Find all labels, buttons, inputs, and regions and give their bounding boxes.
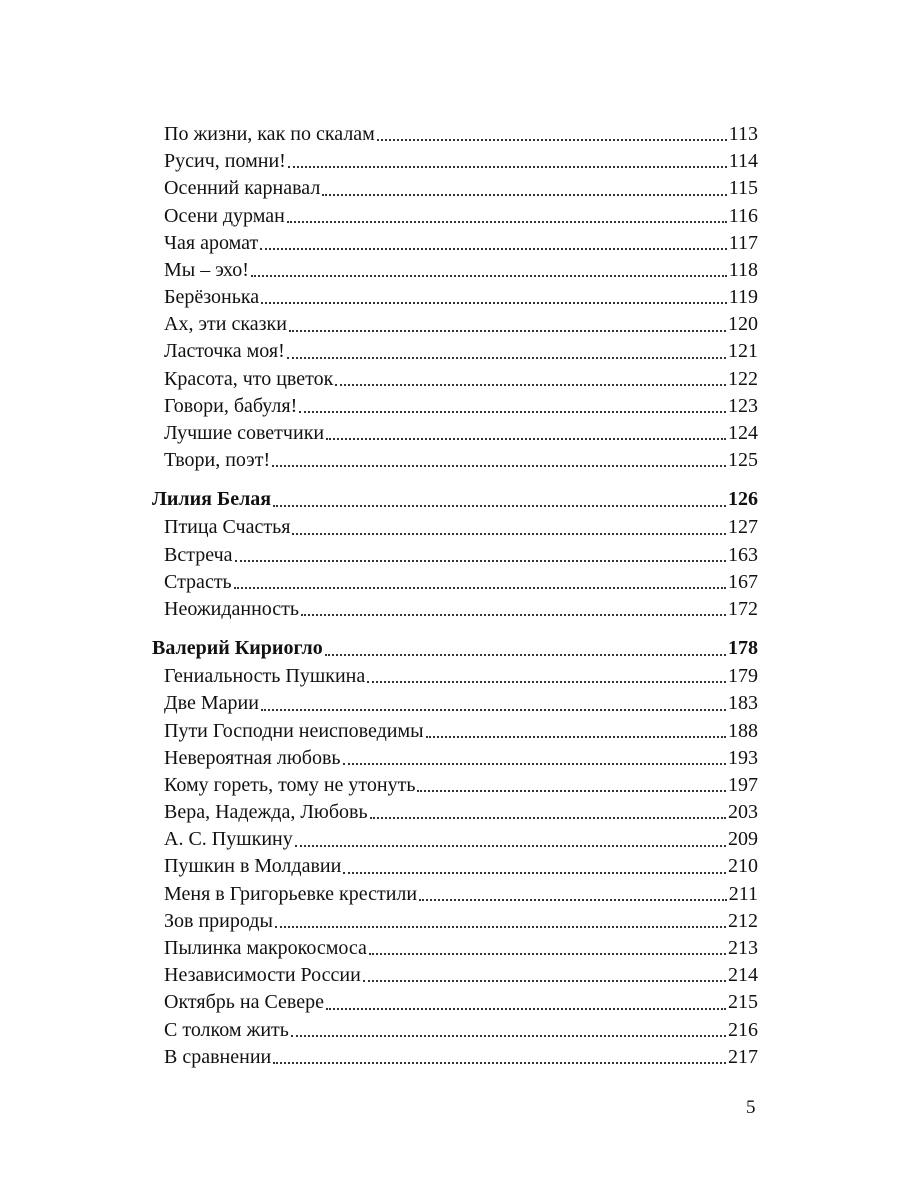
dot-leader — [273, 1062, 726, 1064]
entry-list — [0, 514, 900, 623]
dot-leader — [261, 709, 726, 711]
toc-entry[interactable] — [0, 311, 758, 338]
entry-page-number: 119 — [728, 286, 758, 309]
entry-page-number: 115 — [728, 177, 758, 200]
toc-entry[interactable] — [0, 854, 758, 881]
entry-page-number: 127 — [728, 516, 758, 539]
dot-leader — [326, 438, 726, 440]
dot-leader — [234, 587, 726, 589]
toc-entry[interactable] — [0, 514, 758, 541]
entry-page-number: 212 — [728, 909, 758, 932]
entry-title: Страсть — [164, 570, 232, 593]
entry-title: Гениальность Пушкина — [164, 665, 366, 688]
dot-leader — [299, 411, 726, 413]
entry-title: Твори, поэт! — [164, 449, 271, 472]
entry-page-number: 214 — [728, 964, 758, 987]
dot-leader — [322, 194, 726, 196]
dot-leader — [251, 275, 727, 277]
dot-leader — [287, 357, 726, 359]
footer-page-number: 5 — [746, 1097, 756, 1118]
entry-title: Осенний карнавал — [164, 177, 321, 200]
toc-entry[interactable] — [0, 175, 758, 202]
dot-leader — [363, 980, 726, 982]
dot-leader — [289, 330, 726, 332]
author-page-number: 126 — [728, 488, 758, 511]
dot-leader — [261, 302, 727, 304]
entry-title: Вера, Надежда, Любовь — [164, 801, 368, 824]
entry-title: Независимости России — [164, 964, 361, 987]
entry-title: Берёзонька — [164, 286, 260, 309]
dot-leader — [326, 1008, 726, 1010]
toc-entry[interactable] — [0, 393, 758, 420]
dot-leader — [367, 681, 726, 683]
dot-leader — [275, 926, 726, 928]
entry-page-number: 193 — [728, 746, 758, 769]
entry-title: Красота, что цветок — [164, 367, 334, 390]
entry-title: Неожиданность — [164, 597, 300, 620]
dot-leader — [260, 248, 727, 250]
entry-page-number: 215 — [728, 991, 758, 1014]
dot-leader — [343, 872, 726, 874]
entry-page-number: 122 — [728, 367, 758, 390]
entry-title: Пушкин в Молдавии — [164, 855, 342, 878]
entry-title: Пути Господни неисповедимы — [164, 719, 424, 742]
dot-leader — [273, 505, 726, 507]
entry-title: Ласточка моя! — [164, 340, 285, 363]
toc-entry[interactable] — [0, 908, 758, 935]
toc-entry[interactable] — [0, 799, 758, 826]
entry-title: Невероятная любовь — [164, 746, 341, 769]
entry-page-number: 123 — [728, 394, 758, 417]
toc-entry[interactable] — [0, 663, 758, 690]
entry-page-number: 114 — [728, 150, 758, 173]
entry-title: Лучшие советчики — [164, 422, 325, 445]
toc-entry[interactable] — [0, 447, 758, 474]
toc-entry[interactable] — [0, 962, 758, 989]
entry-page-number: 197 — [728, 773, 758, 796]
entry-page-number: 217 — [728, 1045, 758, 1068]
toc-entry[interactable] — [0, 1017, 758, 1044]
toc-entry[interactable] — [0, 366, 758, 393]
toc-entry[interactable] — [0, 420, 758, 447]
dot-leader — [325, 654, 726, 656]
toc-group-valeriy-kiriogło — [0, 634, 900, 1071]
entry-page-number: 213 — [728, 937, 758, 960]
entry-page-number: 113 — [728, 122, 758, 145]
dot-leader — [335, 384, 726, 386]
author-heading[interactable] — [0, 634, 758, 663]
entry-title: Птица Счастья — [164, 516, 291, 539]
dot-leader — [292, 533, 726, 535]
entry-title: Две Марии — [164, 692, 259, 715]
entry-title: Чая аромат — [164, 231, 259, 254]
entry-title: Осени дурман — [164, 204, 285, 227]
entry-page-number: 188 — [728, 719, 758, 742]
entry-page-number: 121 — [728, 340, 758, 363]
toc-entry[interactable] — [0, 772, 758, 799]
toc-entry[interactable] — [0, 596, 758, 623]
entry-title: Кому гореть, тому не утонуть — [164, 773, 416, 796]
toc-entry[interactable] — [0, 1044, 758, 1071]
entry-title: Ах, эти сказки — [164, 313, 287, 336]
author-page-number: 178 — [728, 637, 758, 660]
entry-page-number: 216 — [728, 1018, 758, 1041]
dot-leader — [301, 614, 726, 616]
entry-page-number: 211 — [728, 882, 758, 905]
author-name: Валерий Кириогло — [152, 637, 323, 660]
toc-entry[interactable] — [0, 881, 758, 908]
entry-title: Зов природы — [164, 909, 273, 932]
toc-entry[interactable] — [0, 121, 758, 148]
dot-leader — [419, 899, 727, 901]
dot-leader — [417, 790, 726, 792]
entry-title: Октябрь на Севере — [164, 991, 324, 1014]
entry-page-number: 120 — [728, 313, 758, 336]
entry-title: Меня в Григорьевке крестили — [164, 882, 418, 905]
toc-entry[interactable] — [0, 230, 758, 257]
toc-entry[interactable] — [0, 203, 758, 230]
toc-entry[interactable] — [0, 339, 758, 366]
entry-title: Мы – эхо! — [164, 258, 249, 281]
entry-title: Русич, помни! — [164, 150, 286, 173]
dot-leader — [295, 845, 726, 847]
entry-page-number: 179 — [728, 665, 758, 688]
dot-leader — [235, 560, 726, 562]
entry-title: Пылинка макрокосмоса — [164, 937, 367, 960]
dot-leader — [426, 736, 726, 738]
toc-entry[interactable] — [0, 542, 758, 569]
toc-entry[interactable] — [0, 718, 758, 745]
dot-leader — [370, 817, 726, 819]
toc-entry[interactable] — [0, 826, 758, 853]
entry-title: А. С. Пушкину — [164, 828, 293, 851]
toc-entry[interactable] — [0, 257, 758, 284]
toc-entry[interactable] — [0, 690, 758, 717]
dot-leader — [369, 953, 726, 955]
toc-entry[interactable] — [0, 989, 758, 1016]
toc-entry[interactable] — [0, 284, 758, 311]
toc-entry[interactable] — [0, 935, 758, 962]
entry-page-number: 117 — [728, 231, 758, 254]
entry-page-number: 209 — [728, 828, 758, 851]
toc-group-continued — [0, 121, 900, 474]
toc-group-liliya-belaya — [0, 485, 900, 623]
entry-page-number: 163 — [728, 543, 758, 566]
dot-leader — [343, 763, 726, 765]
toc-entry[interactable] — [0, 745, 758, 772]
dot-leader — [287, 221, 727, 223]
entry-page-number: 203 — [728, 801, 758, 824]
author-name: Лилия Белая — [152, 488, 272, 511]
toc-entry[interactable] — [0, 148, 758, 175]
dot-leader — [377, 139, 727, 141]
entry-page-number: 210 — [728, 855, 758, 878]
entry-page-number: 118 — [728, 258, 758, 281]
dot-leader — [291, 1035, 726, 1037]
entry-page-number: 116 — [728, 204, 758, 227]
entry-title: По жизни, как по скалам — [164, 122, 375, 145]
entry-page-number: 125 — [728, 449, 758, 472]
dot-leader — [272, 465, 726, 467]
entry-page-number: 172 — [728, 597, 758, 620]
entry-page-number: 183 — [728, 692, 758, 715]
toc-entry[interactable] — [0, 569, 758, 596]
entry-title: В сравнении — [164, 1045, 272, 1068]
entry-title: Встреча — [164, 543, 233, 566]
dot-leader — [288, 166, 727, 168]
entry-title: Говори, бабуля! — [164, 394, 298, 417]
entry-page-number: 124 — [728, 422, 758, 445]
entry-page-number: 167 — [728, 570, 758, 593]
entry-list — [0, 663, 900, 1071]
entry-title: С толком жить — [164, 1018, 289, 1041]
entry-list — [0, 121, 900, 474]
author-heading[interactable] — [0, 485, 758, 514]
